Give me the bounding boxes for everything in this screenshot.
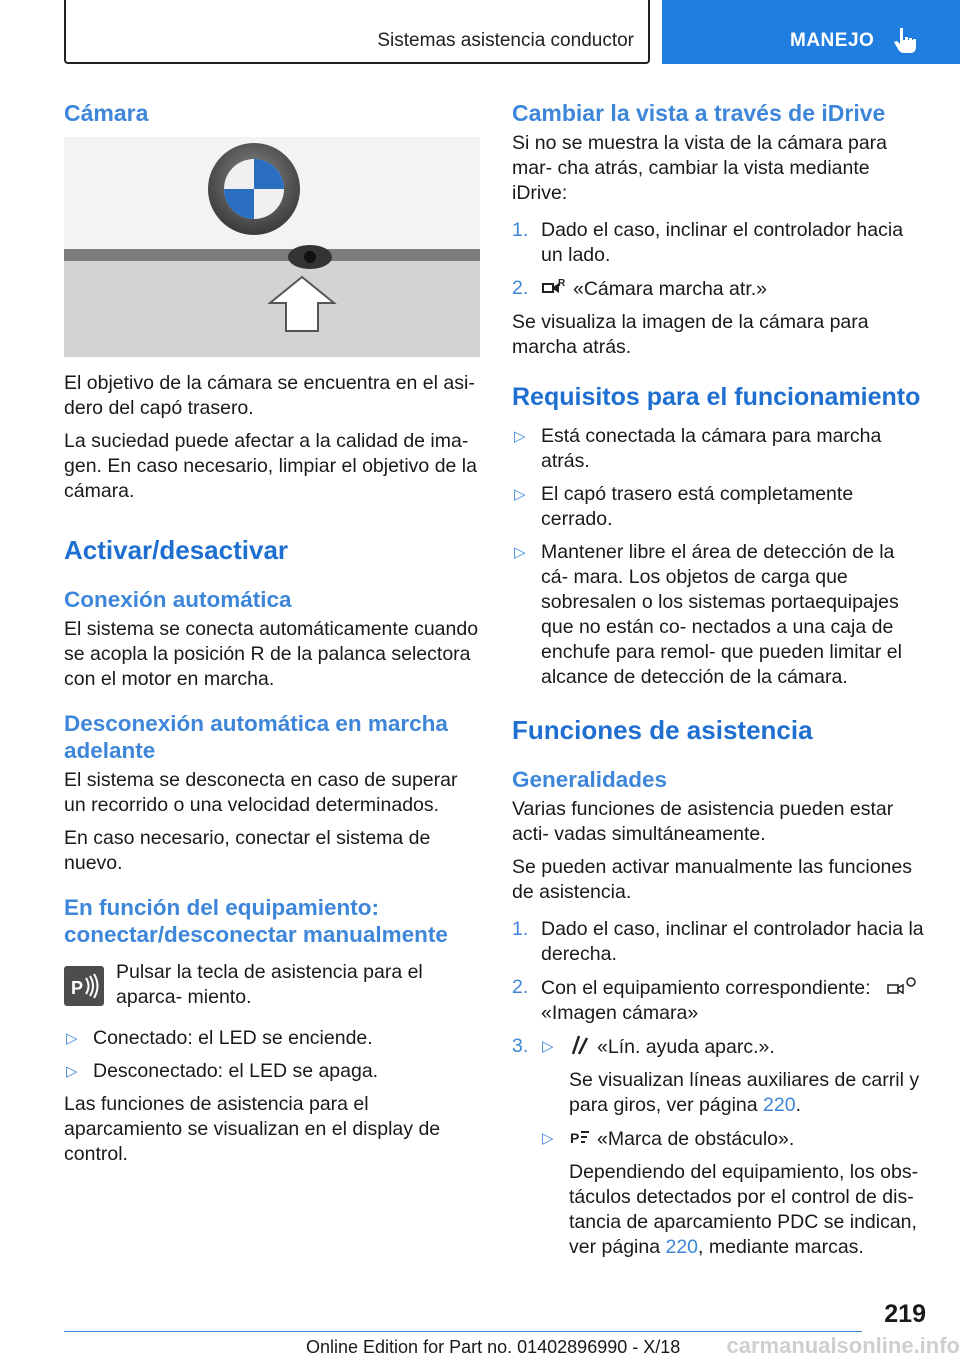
camera-photo bbox=[64, 137, 480, 357]
manual-heading: En función del equipamiento: conectar/desconectar manualmente bbox=[64, 895, 448, 947]
page-number: 219 bbox=[884, 1300, 926, 1328]
list-item: 1. Dado el caso, inclinar el controlador hacia un lado. bbox=[512, 219, 904, 266]
header-chapter-title: MANEJO bbox=[790, 30, 875, 51]
list-item: 3. ▷ «Lín. ayuda aparc.». bbox=[512, 1035, 775, 1058]
list-item: ▷ Conectado: el LED se enciende. bbox=[66, 1027, 373, 1049]
edition-text: Online Edition for Part no. 01402896990 - X/18 bbox=[306, 1337, 681, 1357]
generalidades-text-2: Se pueden activar manualmente las funciones de asistencia. bbox=[512, 856, 912, 903]
idrive-text: Si no se muestra la vista de la cámara para mar‐ cha atrás, cambiar la vista mediante iDrive: bbox=[512, 132, 888, 204]
idrive-heading: Cambiar la vista a través de iDrive bbox=[512, 100, 886, 126]
list-item: ▷ Desconectado: el LED se apaga. bbox=[66, 1060, 379, 1082]
hand-pointer-icon bbox=[892, 24, 922, 54]
manual-text: Las funciones de asistencia para el aparcamiento se visualizan en el display de control. bbox=[64, 1093, 441, 1165]
svg-text:R: R bbox=[558, 278, 566, 289]
list-item: 1. Dado el caso, inclinar el controlador hacia la derecha. bbox=[512, 918, 924, 965]
idrive-text-2: Se visualiza la imagen de la cámara para marcha atrás. bbox=[512, 311, 869, 358]
generalidades-heading: Generalidades bbox=[512, 767, 668, 792]
parking-button-text: Pulsar la tecla de asistencia para el aparca‐ miento. bbox=[116, 961, 423, 1008]
list-item: 2. R «Cámara marcha atr.» bbox=[512, 277, 768, 300]
rear-camera-icon bbox=[541, 276, 567, 298]
list-item: ▷ Mantener libre el área de detección de la cá‐ mara. Los objetos de carga que sobresalen o los sistemas portaequipajes que no están co‐ nectados a una caja de enchufe para remol‐ que pueden limitar el alcance de detección de la cámara. bbox=[514, 541, 902, 688]
svg-text:P: P bbox=[570, 1130, 580, 1146]
camara-text-1: El objetivo de la cámara se encuentra en el asi‐ dero del capó trasero. bbox=[64, 372, 475, 419]
camara-heading: Cámara bbox=[64, 100, 149, 126]
funciones-heading: Funciones de asistencia bbox=[512, 715, 813, 745]
list-item: ▷ El capó trasero está completamente cerrado. bbox=[514, 483, 854, 530]
requisitos-heading: Requisitos para el funcionamiento bbox=[512, 383, 921, 411]
footer-divider bbox=[64, 1331, 862, 1332]
conexion-heading: Conexión automática bbox=[64, 587, 292, 612]
camara-text-2: La suciedad puede afectar a la calidad de ima‐ gen. En caso necesario, limpiar el objetivo de la cámara. bbox=[64, 430, 477, 502]
desconexion-heading: Desconexión automática en marcha adelante bbox=[64, 711, 448, 763]
header-chapter-tab bbox=[662, 0, 960, 64]
desconexion-text-2: En caso necesario, conectar el sistema de nuevo. bbox=[64, 827, 431, 874]
list-item: ▷ Está conectada la cámara para marcha atrás. bbox=[514, 425, 882, 472]
desconexion-text-1: El sistema se desconecta en caso de superar un recorrido o una velocidad determinados. bbox=[64, 769, 458, 816]
header-section-box bbox=[64, 0, 650, 64]
left-column bbox=[64, 100, 480, 1175]
trunk-camera-illustration bbox=[64, 137, 480, 357]
watermark: carmanualsonline.info bbox=[726, 1333, 960, 1358]
header-section-title: Sistemas asistencia conductor bbox=[377, 30, 634, 51]
list-item: 2. Con el equipamiento correspondiente: «Imagen cámara» bbox=[512, 975, 926, 1026]
right-column bbox=[512, 100, 926, 1268]
conexion-text: El sistema se conecta automáticamente cuando se acopla la posición R de la palanca selectora con el motor en marcha. bbox=[64, 618, 479, 690]
page-link-220[interactable]: 220 bbox=[763, 1094, 796, 1116]
camera-settings-icon bbox=[886, 975, 918, 997]
parking-assist-key-icon bbox=[64, 966, 104, 1006]
guide-lines-icon bbox=[569, 1034, 591, 1056]
parking-button-instruction bbox=[64, 960, 480, 1010]
generalidades-text-1: Varias funciones de asistencia pueden estar acti‐ vadas simultáneamente. bbox=[512, 798, 894, 845]
obstacle-marker-icon bbox=[569, 1126, 591, 1148]
list-item: ▷ P «Marca de obstáculo». bbox=[542, 1128, 795, 1150]
guide-lines-description: Se visualizan líneas auxiliares de carril y para giros, ver página 220. bbox=[569, 1069, 920, 1116]
svg-text:P: P bbox=[71, 978, 84, 998]
activar-heading: Activar/desactivar bbox=[64, 535, 289, 565]
obstacle-marker-description: Dependiendo del equipamiento, los obs‐ táculos detectados por el control de dis‐ tancia de aparcamiento PDC se indican, ver página 220, mediante marcas. bbox=[569, 1161, 919, 1258]
page-link-220[interactable]: 220 bbox=[665, 1236, 699, 1258]
